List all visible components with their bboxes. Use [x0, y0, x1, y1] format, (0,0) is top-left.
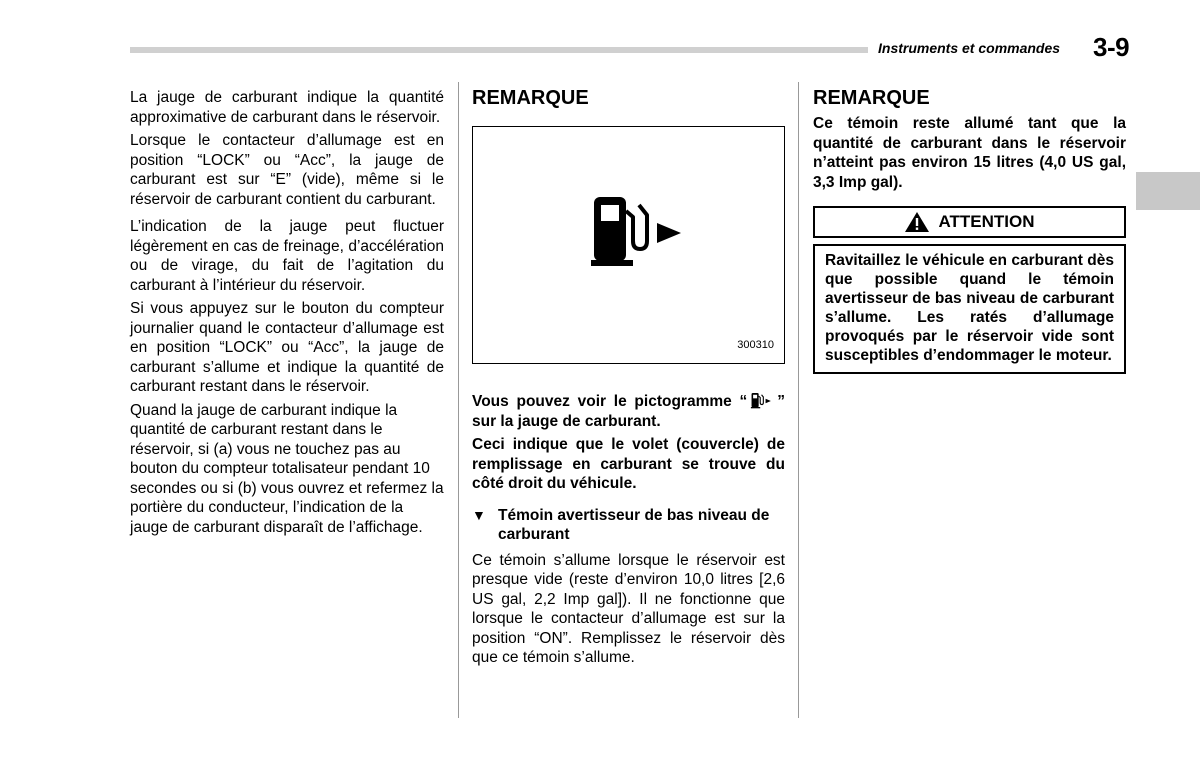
note-text: Ceci indique que le volet (couvercle) de remplissage en carburant se trouve du côté droit du véhicule.	[472, 436, 785, 492]
triangle-marker-icon: ▼	[472, 506, 486, 523]
column-divider	[798, 82, 799, 718]
attention-label: ATTENTION	[938, 212, 1035, 231]
note-text: Vous pouvez voir le pictogramme “ ” sur la jauge de carburant.	[472, 393, 785, 430]
section-title: Instruments et commandes	[878, 40, 1061, 56]
paragraph: Si vous appuyez sur le bouton du compteur journalier quand le contacteur d’allumage est en position “LOCK” ou “Acc”, la jauge de carburant s’allume et indique la quantité de carburant restant dans le réservoir.	[130, 300, 444, 395]
attention-header	[813, 206, 1126, 238]
attention-body	[813, 244, 1126, 374]
warning-triangle-icon	[904, 211, 930, 233]
paragraph: Lorsque le contacteur d’allumage est en position “LOCK” ou “Acc”, la jauge de carburant est sur “E” (vide), même si le réservoir de carburant contient du carburant.	[130, 132, 444, 208]
paragraph: Ce témoin s’allume lorsque le réservoir est presque vide (reste d’environ 10,0 litres [2,6 US gal, 2,2 Imp gal]). Il ne fonctionne que lorsque le contacteur d’allumage est sur la position “ON”. Remplissez le réservoir dès que ce témoin s’allume.	[472, 551, 785, 666]
figure-code: 300310	[737, 339, 774, 351]
page-number: 3-9	[1093, 32, 1130, 62]
remark-heading: REMARQUE	[813, 87, 930, 109]
header-rule	[130, 47, 868, 53]
paragraph: La jauge de carburant indique la quantité approximative de carburant dans le réservoir.	[130, 89, 444, 126]
column-divider	[458, 82, 459, 718]
column-3	[813, 88, 1126, 374]
fuel-indicator-figure	[472, 126, 785, 364]
paragraph: Quand la jauge de carburant indique la quantité de carburant restant dans le réservoir, si (a) vous ne touchez pas au bouton du compteur totalisateur pendant 10 secondes ou si (b) vous ouvrez et refermez la portière du conducteur, l’indication de la jauge de carburant disparaît de l’affichage.	[130, 401, 444, 536]
remark-heading: REMARQUE	[472, 87, 589, 109]
column-1	[130, 88, 444, 541]
paragraph: L’indication de la jauge peut fluctuer légèrement en cas de freinage, d’accélération ou de virage, du fait de l’agitation du carburant à l’intérieur du réservoir.	[130, 218, 444, 294]
attention-text: Ravitaillez le véhicule en carburant dès que possible quand le témoin avertisseur de bas niveau de carburant s’allume. Les ratés d’allumage provoqués par le réservoir vide sont susceptibles d’endommager le moteur.	[825, 252, 1114, 364]
subsection-heading	[472, 506, 785, 545]
chapter-tab	[1136, 172, 1200, 210]
subsection-title: Témoin avertisseur de bas niveau de carburant	[498, 506, 770, 543]
fuel-pump-with-arrow-icon	[747, 393, 777, 409]
fuel-pump-with-arrow-icon	[591, 197, 691, 269]
remark-text: Ce témoin reste allumé tant que la quantité de carburant dans le réservoir n’atteint pas environ 15 litres (4,0 US gal, 3,3 Imp gal).	[813, 115, 1126, 191]
column-2	[472, 88, 785, 672]
